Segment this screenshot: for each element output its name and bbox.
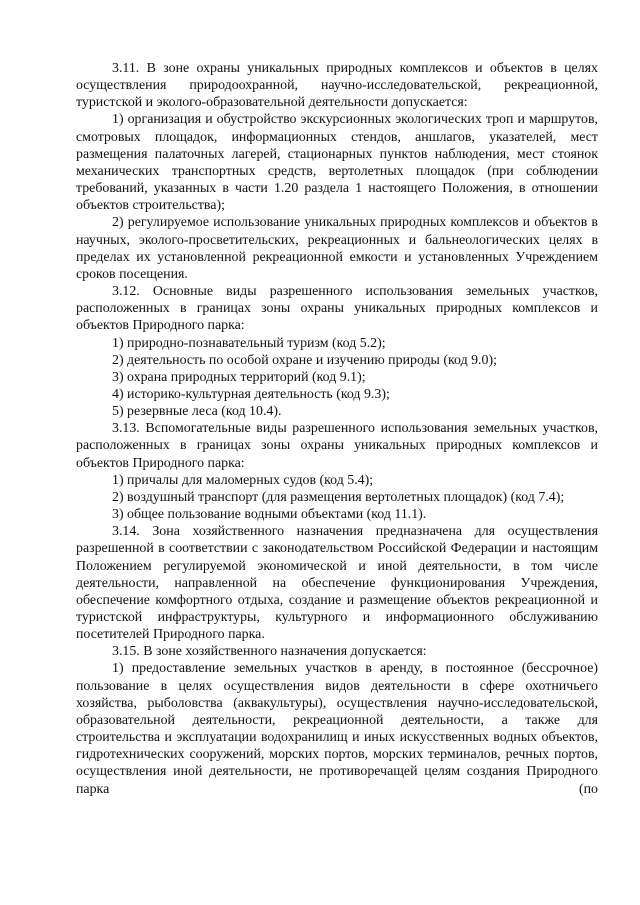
paragraph-3-13-item-3: 3) общее пользование водными объектами (код 11.1). [112,507,427,523]
paragraph-3-11-item-2: 2) регулируемое использование уникальных природных комплексов и объектов в научных, эколого-просветительских, рекреационных и бальнеологических целях в пределах их установленной рекреационной емкости и установленных Учреждением сроков посещения. [76,215,598,282]
paragraph-3-12-item-3: 3) охрана природных территорий (код 9.1); [112,369,366,385]
paragraph-3-13-item-2: 2) воздушный транспорт (для размещения вертолетных площадок) (код 7.4); [112,489,565,505]
paragraph-3-13-item-1: 1) причалы для маломерных судов (код 5.4); [112,472,374,488]
paragraph-3-12-item-4: 4) историко-культурная деятельность (код 9.3); [112,386,390,402]
paragraph-3-11: 3.11. В зоне охраны уникальных природных комплексов и объектов в целях осуществления природоохранной, научно-исследовательской, рекреационной, туристской и эколого-образовательной деятельности допускается: [76,61,598,111]
paragraph-3-12: 3.12. Основные виды разрешенного использования земельных участков, расположенных в границах зоны охраны уникальных природных комплексов и объектов Природного парка: [76,284,598,334]
paragraph-3-12-item-5: 5) резервные леса (код 10.4). [112,404,282,420]
paragraph-3-11-item-1: 1) организация и обустройство экскурсионных экологических троп и маршрутов, смотровых площадок, информационных стендов, аншлагов, указателей, мест размещения палаточных лагерей, стационарных пунктов наблюдения, мест стоянок механических транспортных средств, вертолетных площадок (при соблюдении требований, указанных в части 1.20 раздела 1 настоящего Положения, в отношении объектов строительства); [76,112,598,214]
paragraph-3-15-item-1: 1) предоставление земельных участков в аренду, в постоянное (бессрочное) пользование в целях осуществления видов деятельности в сфере охотничьего хозяйства, рыболовства (аквакультуры), осуществления научно-исследовательской, образовательной деятельности, рекреационной деятельности, а также для строительства и эксплуатации водохранилищ и иных искусственных водных объектов, гидротехнических сооружений, морских портов, морских терминалов, речных портов, осуществления иной деятельности, не противоречащей целям создания Природного парка (по [76,661,598,797]
document-page [76,60,598,798]
paragraph-3-15: 3.15. В зоне хозяйственного назначения допускается: [112,644,427,660]
paragraph-3-12-item-2: 2) деятельность по особой охране и изучению природы (код 9.0); [112,352,497,368]
paragraph-3-13: 3.13. Вспомогательные виды разрешенного использования земельных участков, расположенных в границах зоны охраны уникальных природных комплексов и объектов Природного парка: [76,421,598,471]
paragraph-3-12-item-1: 1) природно-познавательный туризм (код 5.2); [112,335,386,351]
paragraph-3-14: 3.14. Зона хозяйственного назначения предназначена для осуществления разрешенной в соответствии с законодательством Российской Федерации и настоящим Положением регулируемой экономической и иной деятельности, в том числе деятельности, направленной на обеспечение функционирования Учреждения, обеспечение комфортного отдыха, создание и размещение объектов рекреационной и туристской инфраструктуры, культурного и информационного обслуживанию посетителей Природного парка. [76,524,598,643]
